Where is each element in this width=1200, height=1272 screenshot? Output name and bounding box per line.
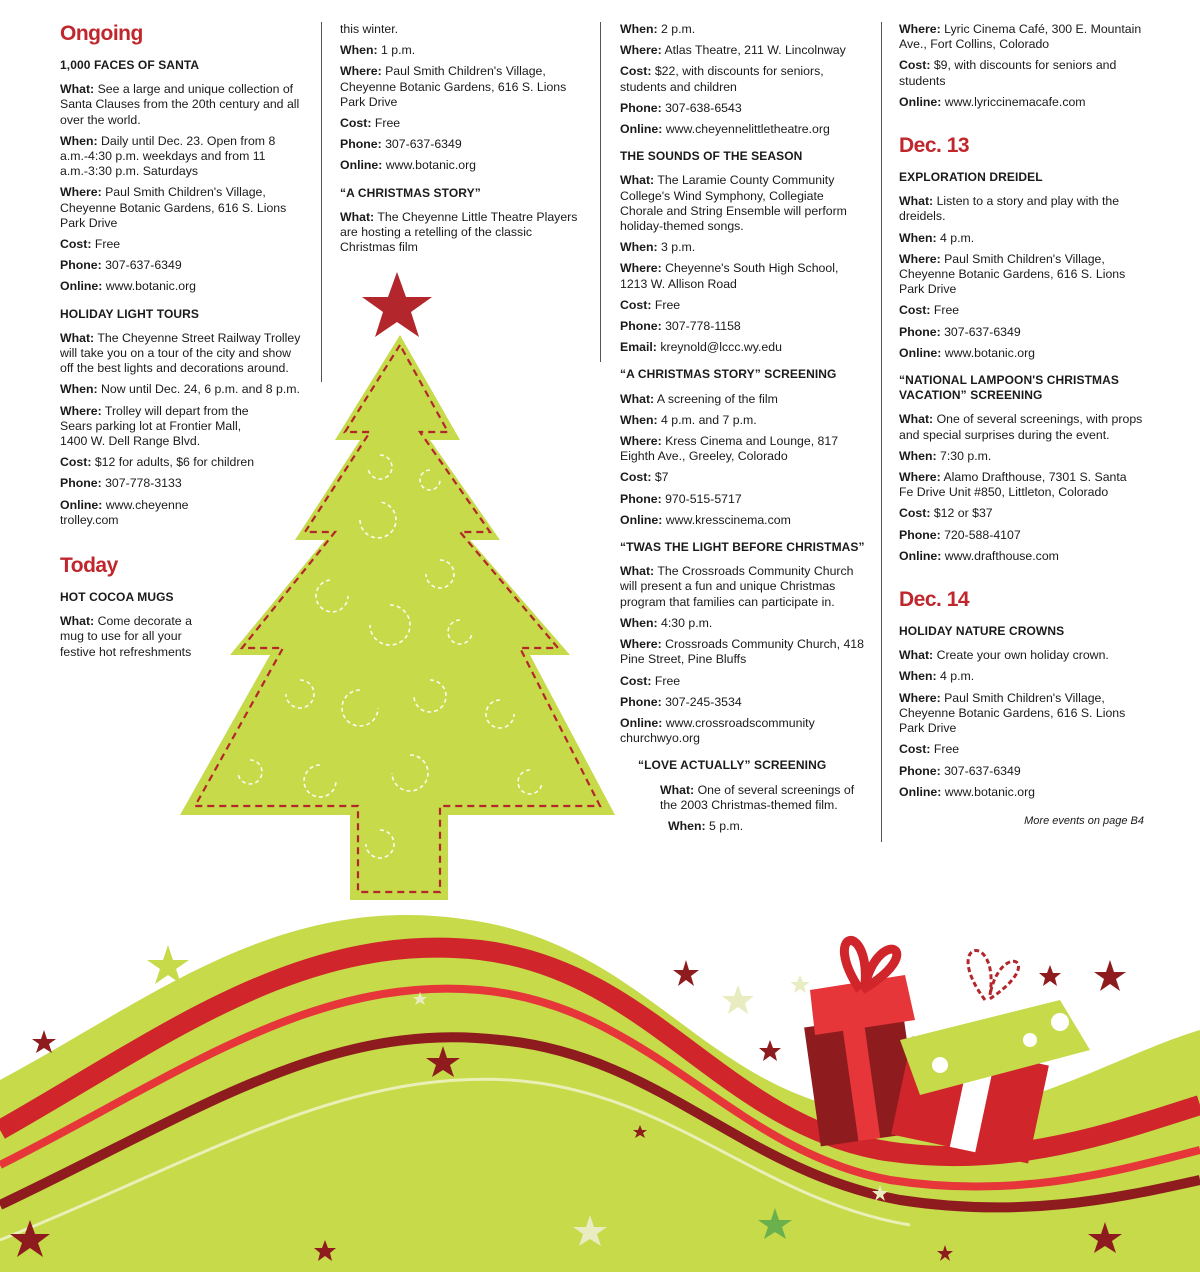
event-holiday-nature-crowns	[899, 624, 1144, 800]
event-what: What: One of several screenings, with props and special surprises during the event.	[899, 412, 1143, 442]
event-what: What: Come decorate a mug to use for all your festive hot refreshments	[60, 614, 192, 659]
event-where: Where: Paul Smith Children's Village, Cheyenne Botanic Gardens, 616 S. Lions Park Drive	[899, 251, 1126, 297]
event-when: When: Now until Dec. 24, 6 p.m. and 8 p.m.	[60, 382, 300, 397]
event-online: Online: www.cheyenne trolley.com	[60, 497, 189, 527]
event-1000-faces-of-santa	[60, 58, 305, 295]
event-phone: Phone: 307-637-6349	[899, 763, 1021, 778]
event-cost: Cost: $12 for adults, $6 for children	[60, 455, 255, 470]
event-when: When: 1 p.m.	[340, 43, 416, 58]
event-phone: Phone: 307-778-1158	[620, 319, 741, 334]
event-what: What: The Crossroads Community Church will present a fun and unique Christmas program that families can participate in.	[620, 564, 854, 609]
event-where: Where: Kress Cinema and Lounge, 817 Eighth Ave., Greeley, Colorado	[620, 434, 839, 464]
event-title: HOLIDAY NATURE CROWNS	[899, 624, 1065, 639]
event-cost: Cost: Free	[60, 237, 121, 252]
event-where: Where: Paul Smith Children's Village, Cheyenne Botanic Gardens, 616 S. Lions Park Drive	[340, 64, 567, 109]
event-online: Online: www.kresscinema.com	[620, 512, 791, 527]
event-email: Email: kreynold@lccc.wy.edu	[620, 340, 782, 355]
event-when: When: 7:30 p.m.	[899, 448, 992, 463]
event-title: “A CHRISTMAS STORY”	[340, 185, 481, 200]
event-cost: Cost: Free	[620, 673, 681, 688]
event-holiday-light-tours	[60, 307, 305, 528]
event-what: What: See a large and unique collection of Santa Clauses from the 20th century and all over the world.	[60, 82, 300, 127]
event-online: Online: www.cheyennelittletheatre.org	[620, 122, 830, 137]
event-when: When: 4 p.m. and 7 p.m.	[620, 412, 757, 427]
event-title: “LOVE ACTUALLY” SCREENING	[638, 758, 827, 773]
event-love-actually-screening	[620, 758, 865, 834]
event-title: “A CHRISTMAS STORY” SCREENING	[620, 367, 837, 382]
event-cost: Cost: Free	[620, 297, 681, 312]
event-phone: Phone: 307-245-3534	[620, 694, 742, 709]
column-4	[899, 22, 1144, 829]
event-online: Online: www.botanic.org	[899, 784, 1036, 799]
event-cost: Cost: $12 or $37	[899, 506, 993, 521]
event-hot-cocoa-mugs	[60, 590, 305, 660]
event-a-christmas-story-screening	[620, 367, 865, 528]
event-cost: Cost: Free	[899, 303, 960, 318]
event-cost: Cost: Free	[899, 742, 960, 757]
section-heading-ongoing: Ongoing	[60, 22, 143, 45]
star-icon	[362, 272, 432, 337]
event-online: Online: www.botanic.org	[340, 158, 477, 173]
column-divider	[321, 22, 322, 382]
event-where: Where: Paul Smith Children's Village, Cheyenne Botanic Gardens, 616 S. Lions Park Drive	[60, 185, 287, 230]
event-twas-the-light-before-christmas	[620, 540, 865, 746]
column-divider	[600, 22, 601, 362]
event-phone: Phone: 307-638-6543	[620, 100, 742, 115]
column-divider	[881, 22, 882, 842]
event-when: When: 2 p.m.	[620, 22, 696, 36]
event-what: What: Listen to a story and play with the dreidels.	[899, 194, 1120, 224]
continued-text: this winter.	[340, 22, 399, 36]
event-phone: Phone: 970-515-5717	[620, 491, 742, 506]
event-cost: Cost: Free	[340, 116, 401, 131]
event-online: Online: www.lyriccinemacafe.com	[899, 94, 1086, 109]
event-online: Online: www.drafthouse.com	[899, 548, 1059, 563]
event-when: When: 3 p.m.	[620, 240, 696, 255]
event-what: What: The Laramie County Community College's Wind Symphony, Collegiate Chorale and String Ensemble will perform holiday-themed songs.	[620, 173, 847, 234]
section-heading-dec-13: Dec. 13	[899, 134, 970, 158]
section-heading-today: Today	[60, 554, 118, 578]
event-when: When: 4 p.m.	[899, 230, 975, 245]
event-where: Where: Lyric Cinema Café, 300 E. Mountain Ave., Fort Collins, Colorado	[899, 22, 1142, 52]
event-what: What: Create your own holiday crown.	[899, 648, 1109, 663]
event-title: EXPLORATION DREIDEL	[899, 170, 1043, 185]
event-cost: Cost: $9, with discounts for seniors and students	[899, 58, 1117, 88]
event-phone: Phone: 720-588-4107	[899, 527, 1021, 542]
event-what: What: The Cheyenne Street Railway Trolley will take you on a tour of the city and show off the best lights and decorations around.	[60, 330, 301, 376]
event-a-christmas-story	[340, 186, 585, 256]
event-where: Where: Trolley will depart from the Sears parking lot at Frontier Mall, 1400 W. Dell Range Blvd.	[60, 403, 249, 449]
event-where: Where: Paul Smith Children's Village, Cheyenne Botanic Gardens, 616 S. Lions Park Drive	[899, 690, 1126, 736]
event-phone: Phone: 307-637-6349	[899, 324, 1021, 339]
event-when: When: 4:30 p.m.	[620, 615, 713, 630]
event-phone: Phone: 307-637-6349	[60, 258, 182, 273]
event-exploration-dreidel	[899, 170, 1144, 361]
event-national-lampoons-screening	[899, 373, 1144, 564]
event-phone: Phone: 307-778-3133	[60, 476, 182, 491]
event-where: Where: Atlas Theatre, 211 W. Lincolnway	[620, 43, 846, 58]
event-when: When: Daily until Dec. 23. Open from 8 a.m.-4:30 p.m. weekdays and from 11 a.m.-3:30 p.m. Saturdays	[60, 133, 276, 179]
event-where: Where: Cheyenne's South High School, 1213 W. Allison Road	[620, 261, 839, 291]
event-title: HOLIDAY LIGHT TOURS	[60, 306, 200, 321]
event-title: THE SOUNDS OF THE SEASON	[620, 149, 803, 164]
event-where: Where: Crossroads Community Church, 418 Pine Street, Pine Bluffs	[620, 637, 864, 667]
event-cost: Cost: $7	[620, 470, 669, 485]
more-events-note: More events on page B4	[1024, 814, 1144, 827]
event-online: Online: www.botanic.org	[899, 345, 1036, 360]
event-when: When: 5 p.m.	[668, 818, 744, 833]
event-title: “NATIONAL LAMPOON'S CHRISTMAS VACATION” SCREENING	[899, 373, 1119, 403]
event-what: What: One of several screenings of the 2003 Christmas-themed film.	[660, 782, 855, 812]
column-1	[60, 22, 305, 666]
event-where: Where: Alamo Drafthouse, 7301 S. Santa Fe Drive Unit #850, Littleton, Colorado	[899, 470, 1127, 500]
event-when: When: 4 p.m.	[899, 669, 975, 684]
event-what: What: A screening of the film	[620, 391, 778, 406]
event-what: What: The Cheyenne Little Theatre Players are hosting a retelling of the classic Christmas film	[340, 209, 578, 255]
column-2	[340, 22, 585, 261]
event-title: HOT COCOA MUGS	[60, 590, 174, 605]
event-title: “TWAS THE LIGHT BEFORE CHRISTMAS”	[620, 540, 865, 555]
event-cost: Cost: $22, with discounts for seniors, students and children	[620, 64, 824, 94]
event-online: Online: www.crossroadscommunity churchwyo.org	[620, 715, 815, 746]
section-heading-dec-14: Dec. 14	[899, 588, 970, 612]
event-online: Online: www.botanic.org	[60, 279, 197, 294]
event-phone: Phone: 307-637-6349	[340, 137, 462, 152]
event-sounds-of-the-season	[620, 149, 865, 355]
column-3	[620, 22, 865, 840]
event-title: 1,000 FACES OF SANTA	[60, 58, 200, 72]
